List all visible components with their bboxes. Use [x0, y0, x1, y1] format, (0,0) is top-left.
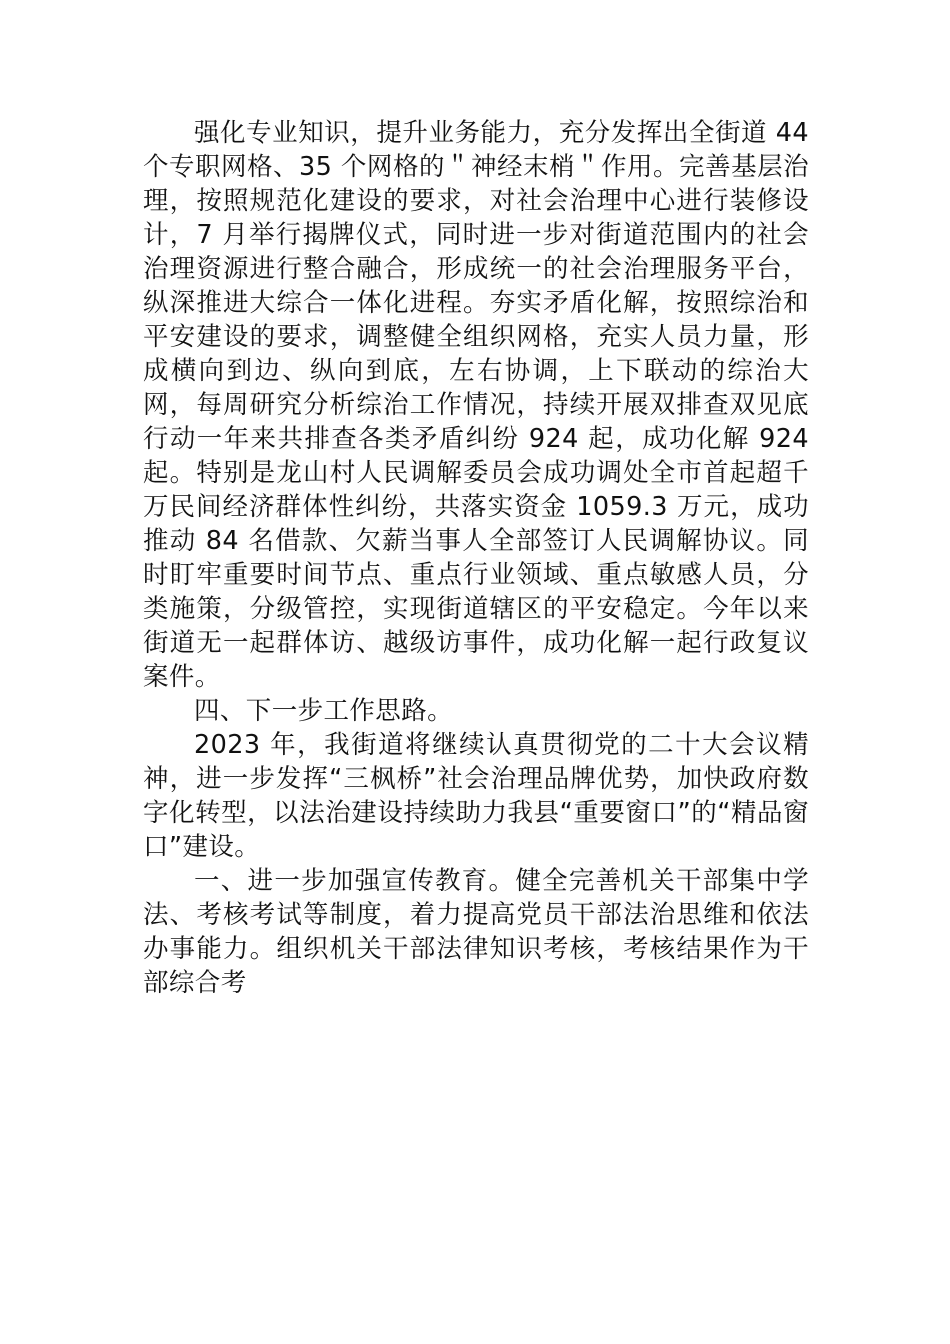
paragraph-grid-governance: 强化专业知识，提升业务能力，充分发挥出全街道 44 个专职网格、35 个网格的＂神经末梢＂作用。完善基层治理，按照规范化建设的要求，对社会治理中心进行装修设计，7 月举行揭牌仪式，同时进一步对街道范围内的社会治理资源进行整合融合，形成统一的社会治理服务平台，纵深推进大综合一体化进程。夯实矛盾化解，按照综治和平安建设的要求，调整健全组织网格，充实人员力量，形成横向到边、纵向到底，左右协调，上下联动的综治大网，每周研究分析综治工作情况，持续开展双排查双见底行动一年来共排查各类矛盾纠纷 924 起，成功化解 924 起。特别是龙山村人民调解委员会成功调处全市首起超千万民间经济群体性纠纷，共落实资金 1059.3 万元，成功推动 84 名借款、欠薪当事人全部签订人民调解协议。同时盯牢重要时间节点、重点行业领域、重点敏感人员，分类施策，分级管控，实现街道辖区的平安稳定。今年以来街道无一起群体访、越级访事件，成功化解一起行政复议案件。 — [143, 118, 809, 692]
paragraph-publicity-education: 一、进一步加强宣传教育。健全完善机关干部集中学法、考核考试等制度，着力提高党员干部法治思维和依法办事能力。组织机关干部法律知识考核，考核结果作为干部综合考 — [143, 866, 809, 998]
document-body — [143, 116, 809, 1000]
paragraph-2023-plan: 2023 年，我街道将继续认真贯彻党的二十大会议精神，进一步发挥“三枫桥”社会治理品牌优势，加快政府数字化转型，以法治建设持续助力我县“重要窗口”的“精品窗口”建设。 — [143, 730, 809, 862]
heading-next-steps: 四、下一步工作思路。 — [194, 696, 454, 726]
